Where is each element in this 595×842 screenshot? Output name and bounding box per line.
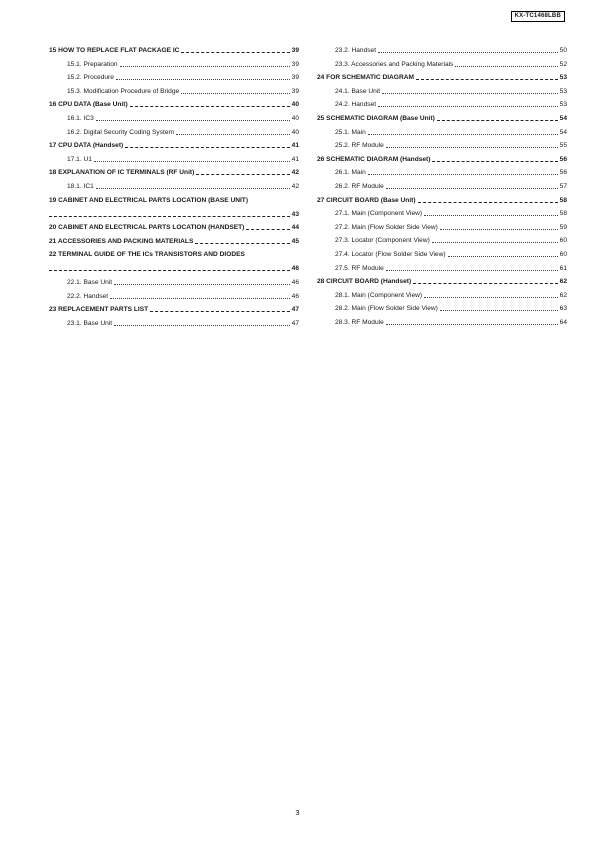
toc-entry-label: 27.2. Main (Flow Solder Side View) [335,223,438,231]
toc-section-entry[interactable] [49,306,299,314]
toc-entry-label: 23.3. Accessories and Packing Materials [335,60,454,68]
toc-entry-page: 56 [559,169,567,177]
toc-subsection-entry[interactable] [317,210,567,218]
toc-subsection-entry[interactable] [317,101,567,109]
dot-leader [196,174,289,175]
dot-leader [246,229,289,230]
toc-entry-page: 59 [559,223,567,231]
toc-entry-label: 15.2. Procedure [67,74,114,82]
toc-entry-page: 64 [559,318,567,326]
toc-entry-page: 56 [559,155,567,163]
toc-entry-page: 46 [291,265,299,273]
toc-subsection-entry[interactable] [49,279,299,287]
toc-entry-label: 18.1. IC1 [67,182,94,190]
toc-section-entry[interactable] [317,278,567,286]
toc-entry-page: 47 [291,319,299,327]
dot-leader [424,215,558,216]
dot-leader [386,147,558,148]
toc-entry-page: 40 [291,128,299,136]
toc-entry-page: 53 [559,101,567,109]
toc-subsection-entry[interactable] [49,115,299,123]
toc-subsection-entry[interactable] [317,305,567,313]
toc-entry-label: 16.1. IC3 [67,114,94,122]
toc-entry-page: 58 [559,210,567,218]
toc-entry-label: 23.1. Base Unit [67,319,113,327]
toc-entry-label: 20 CABINET AND ELECTRICAL PARTS LOCATION (HANDSET) [49,224,245,232]
toc-entry-label: 24.1. Base Unit [335,87,381,95]
toc-section-entry[interactable] [49,169,299,177]
toc-subsection-entry[interactable] [317,319,567,327]
toc-entry[interactable] [49,251,299,273]
toc-entry-label: 28.2. Main (Flow Solder Side View) [335,305,438,313]
dot-leader [386,188,558,189]
toc-section-entry[interactable] [49,142,299,150]
toc-subsection-entry[interactable] [49,88,299,96]
toc-entry-label: 18 EXPLANATION OF IC TERMINALS (RF Unit) [49,169,195,177]
dot-leader [120,66,290,67]
toc-entry-label: 22 TERMINAL GUIDE OF THE ICs TRANSISTORS AND DIODES [49,251,245,259]
dot-leader [130,106,290,107]
dot-leader [440,310,558,311]
dot-leader [94,161,290,162]
toc-entry-page: 54 [559,114,567,122]
toc-entry-label: 27.1. Main (Component View) [335,210,423,218]
toc-entry-page: 39 [291,60,299,68]
page-number: 3 [295,808,300,817]
toc-entry-label: 23 REPLACEMENT PARTS LIST [49,306,149,314]
dot-leader [114,284,290,285]
toc-subsection-entry[interactable] [317,224,567,232]
toc-entry-page: 46 [291,292,299,300]
dot-leader [440,229,558,230]
toc-subsection-entry[interactable] [49,129,299,137]
toc-entry-page: 52 [559,60,567,68]
dot-leader [378,106,558,107]
dot-leader [181,52,289,53]
toc-entry-label: 23.2. Handset [335,47,377,54]
dot-leader [181,93,289,94]
toc-section-entry[interactable] [317,197,567,205]
toc-entry-page: 53 [559,74,567,82]
toc-entry-page: 62 [559,278,567,286]
toc-entry-page: 43 [291,210,299,218]
toc-entry-page: 60 [559,250,567,258]
dot-leader [448,256,558,257]
toc-entry-label: 25.1. Main [335,128,366,136]
toc-entry-label: 21 ACCESSORIES AND PACKING MATERIALS [49,237,194,245]
toc-entry-label: 16.2. Digital Security Coding System [67,128,175,136]
toc-entry-page: 41 [291,155,299,163]
dot-leader [386,270,558,271]
toc-section-entry[interactable] [317,115,567,123]
toc-entry-label: 15 HOW TO REPLACE FLAT PACKAGE IC [49,47,180,54]
toc-subsection-entry[interactable] [317,47,567,55]
toc-subsection-entry[interactable] [49,320,299,328]
toc-entry-page: 58 [559,196,567,204]
dot-leader [386,324,558,325]
toc-subsection-entry[interactable] [317,129,567,137]
toc-entry-label: 28.3. RF Module [335,318,384,326]
toc-entry-label: 22.2. Handset [67,292,109,300]
toc-subsection-entry[interactable] [317,183,567,191]
toc-entry-page: 55 [559,142,567,150]
dot-leader [114,325,290,326]
dot-leader [378,52,558,53]
dot-leader [176,134,290,135]
dot-leader [455,66,557,67]
dot-leader [49,216,290,217]
toc-entry-label: 19 CABINET AND ELECTRICAL PARTS LOCATION (BASE UNIT) [49,196,249,204]
toc-entry-page: 61 [559,264,567,272]
toc-entry-page: 50 [559,47,567,54]
toc-entry-label: 15.3. Modification Procedure of Bridge [67,87,180,95]
dot-leader [195,243,289,244]
toc-entry-label: 15.1. Preparation [67,60,118,68]
toc-subsection-entry[interactable] [49,293,299,301]
toc-section-entry[interactable] [49,238,299,246]
dot-leader [413,283,558,284]
toc-entry-page: 53 [559,87,567,95]
toc-entry-label: 24.2. Handset [335,101,377,109]
toc-section-entry[interactable] [49,101,299,109]
dot-leader [96,120,290,121]
toc-entry-page: 39 [291,74,299,82]
toc-entry-label: 24 FOR SCHEMATIC DIAGRAM [317,74,414,82]
dot-leader [424,297,558,298]
toc-entry-page: 46 [291,278,299,286]
toc-subsection-entry[interactable] [317,292,567,300]
toc-subsection-entry[interactable] [317,265,567,273]
dot-leader [368,134,558,135]
toc-entry-label: 26 SCHEMATIC DIAGRAM (Handset) [317,155,431,163]
dot-leader [125,147,289,148]
toc-section-entry[interactable] [317,74,567,82]
toc-subsection-entry[interactable] [317,251,567,259]
toc-section-entry[interactable] [317,156,567,164]
toc-entry-page: 60 [559,237,567,245]
toc-entry-page: 40 [291,101,299,109]
toc-entry-label: 25 SCHEMATIC DIAGRAM (Base Unit) [317,114,435,122]
toc-entry-label: 17.1. U1 [67,155,92,163]
toc-entry-label: 28.1. Main (Component View) [335,291,423,299]
dot-leader [110,298,290,299]
toc-subsection-entry[interactable] [317,237,567,245]
dot-leader [150,311,289,312]
toc-entry-page: 39 [291,47,299,54]
dot-leader [382,93,558,94]
toc-entry-page: 39 [291,87,299,95]
toc-subsection-entry[interactable] [317,88,567,96]
toc-subsection-entry[interactable] [49,74,299,82]
toc-subsection-entry[interactable] [49,156,299,164]
toc-entry-label: 27.4. Locator (Flow Solder Side View) [335,250,446,258]
toc-entry-page: 54 [559,128,567,136]
toc-entry-label: 26.2. RF Module [335,182,384,190]
toc-entry-label: 22.1. Base Unit [67,278,113,286]
model-number-badge: KX-TC1468LBB [511,11,565,22]
dot-leader [418,202,558,203]
toc-entry-label: 27.3. Locator (Component View) [335,237,430,245]
toc-entry-page: 45 [291,237,299,245]
toc-subsection-entry[interactable] [49,183,299,191]
toc-subsection-entry[interactable] [317,142,567,150]
dot-leader [96,188,290,189]
toc-subsection-entry[interactable] [49,61,299,69]
toc-entry-label: 28 CIRCUIT BOARD (Handset) [317,278,412,286]
toc-entry-page: 47 [291,306,299,314]
toc-left-column [49,47,299,328]
toc-entry-label: 27 CIRCUIT BOARD (Base Unit) [317,196,416,204]
toc-subsection-entry[interactable] [317,169,567,177]
toc-entry-page: 63 [559,305,567,313]
toc-entry-label: 25.2. RF Module [335,142,384,150]
toc-entry-page: 44 [291,224,299,232]
toc-section-entry[interactable] [49,224,299,232]
dot-leader [416,79,558,80]
toc-entry-page: 42 [291,182,299,190]
toc-entry-page: 42 [291,169,299,177]
toc-right-column [317,47,567,327]
toc-section-entry[interactable] [49,47,299,55]
dot-leader [432,242,558,243]
toc-entry-label: 27.5. RF Module [335,264,384,272]
toc-entry-page: 57 [559,182,567,190]
dot-leader [368,174,558,175]
toc-entry-label: 16 CPU DATA (Base Unit) [49,101,128,109]
toc-entry-page: 41 [291,142,299,150]
toc-entry-label: 17 CPU DATA (Handset) [49,142,124,150]
dot-leader [437,120,558,121]
dot-leader [116,79,290,80]
toc-subsection-entry[interactable] [317,61,567,69]
toc-entry[interactable] [49,197,299,219]
toc-entry-page: 40 [291,114,299,122]
toc-entry-label: 26.1. Main [335,169,366,177]
toc-entry-page: 62 [559,291,567,299]
dot-leader [49,270,290,271]
dot-leader [432,161,557,162]
